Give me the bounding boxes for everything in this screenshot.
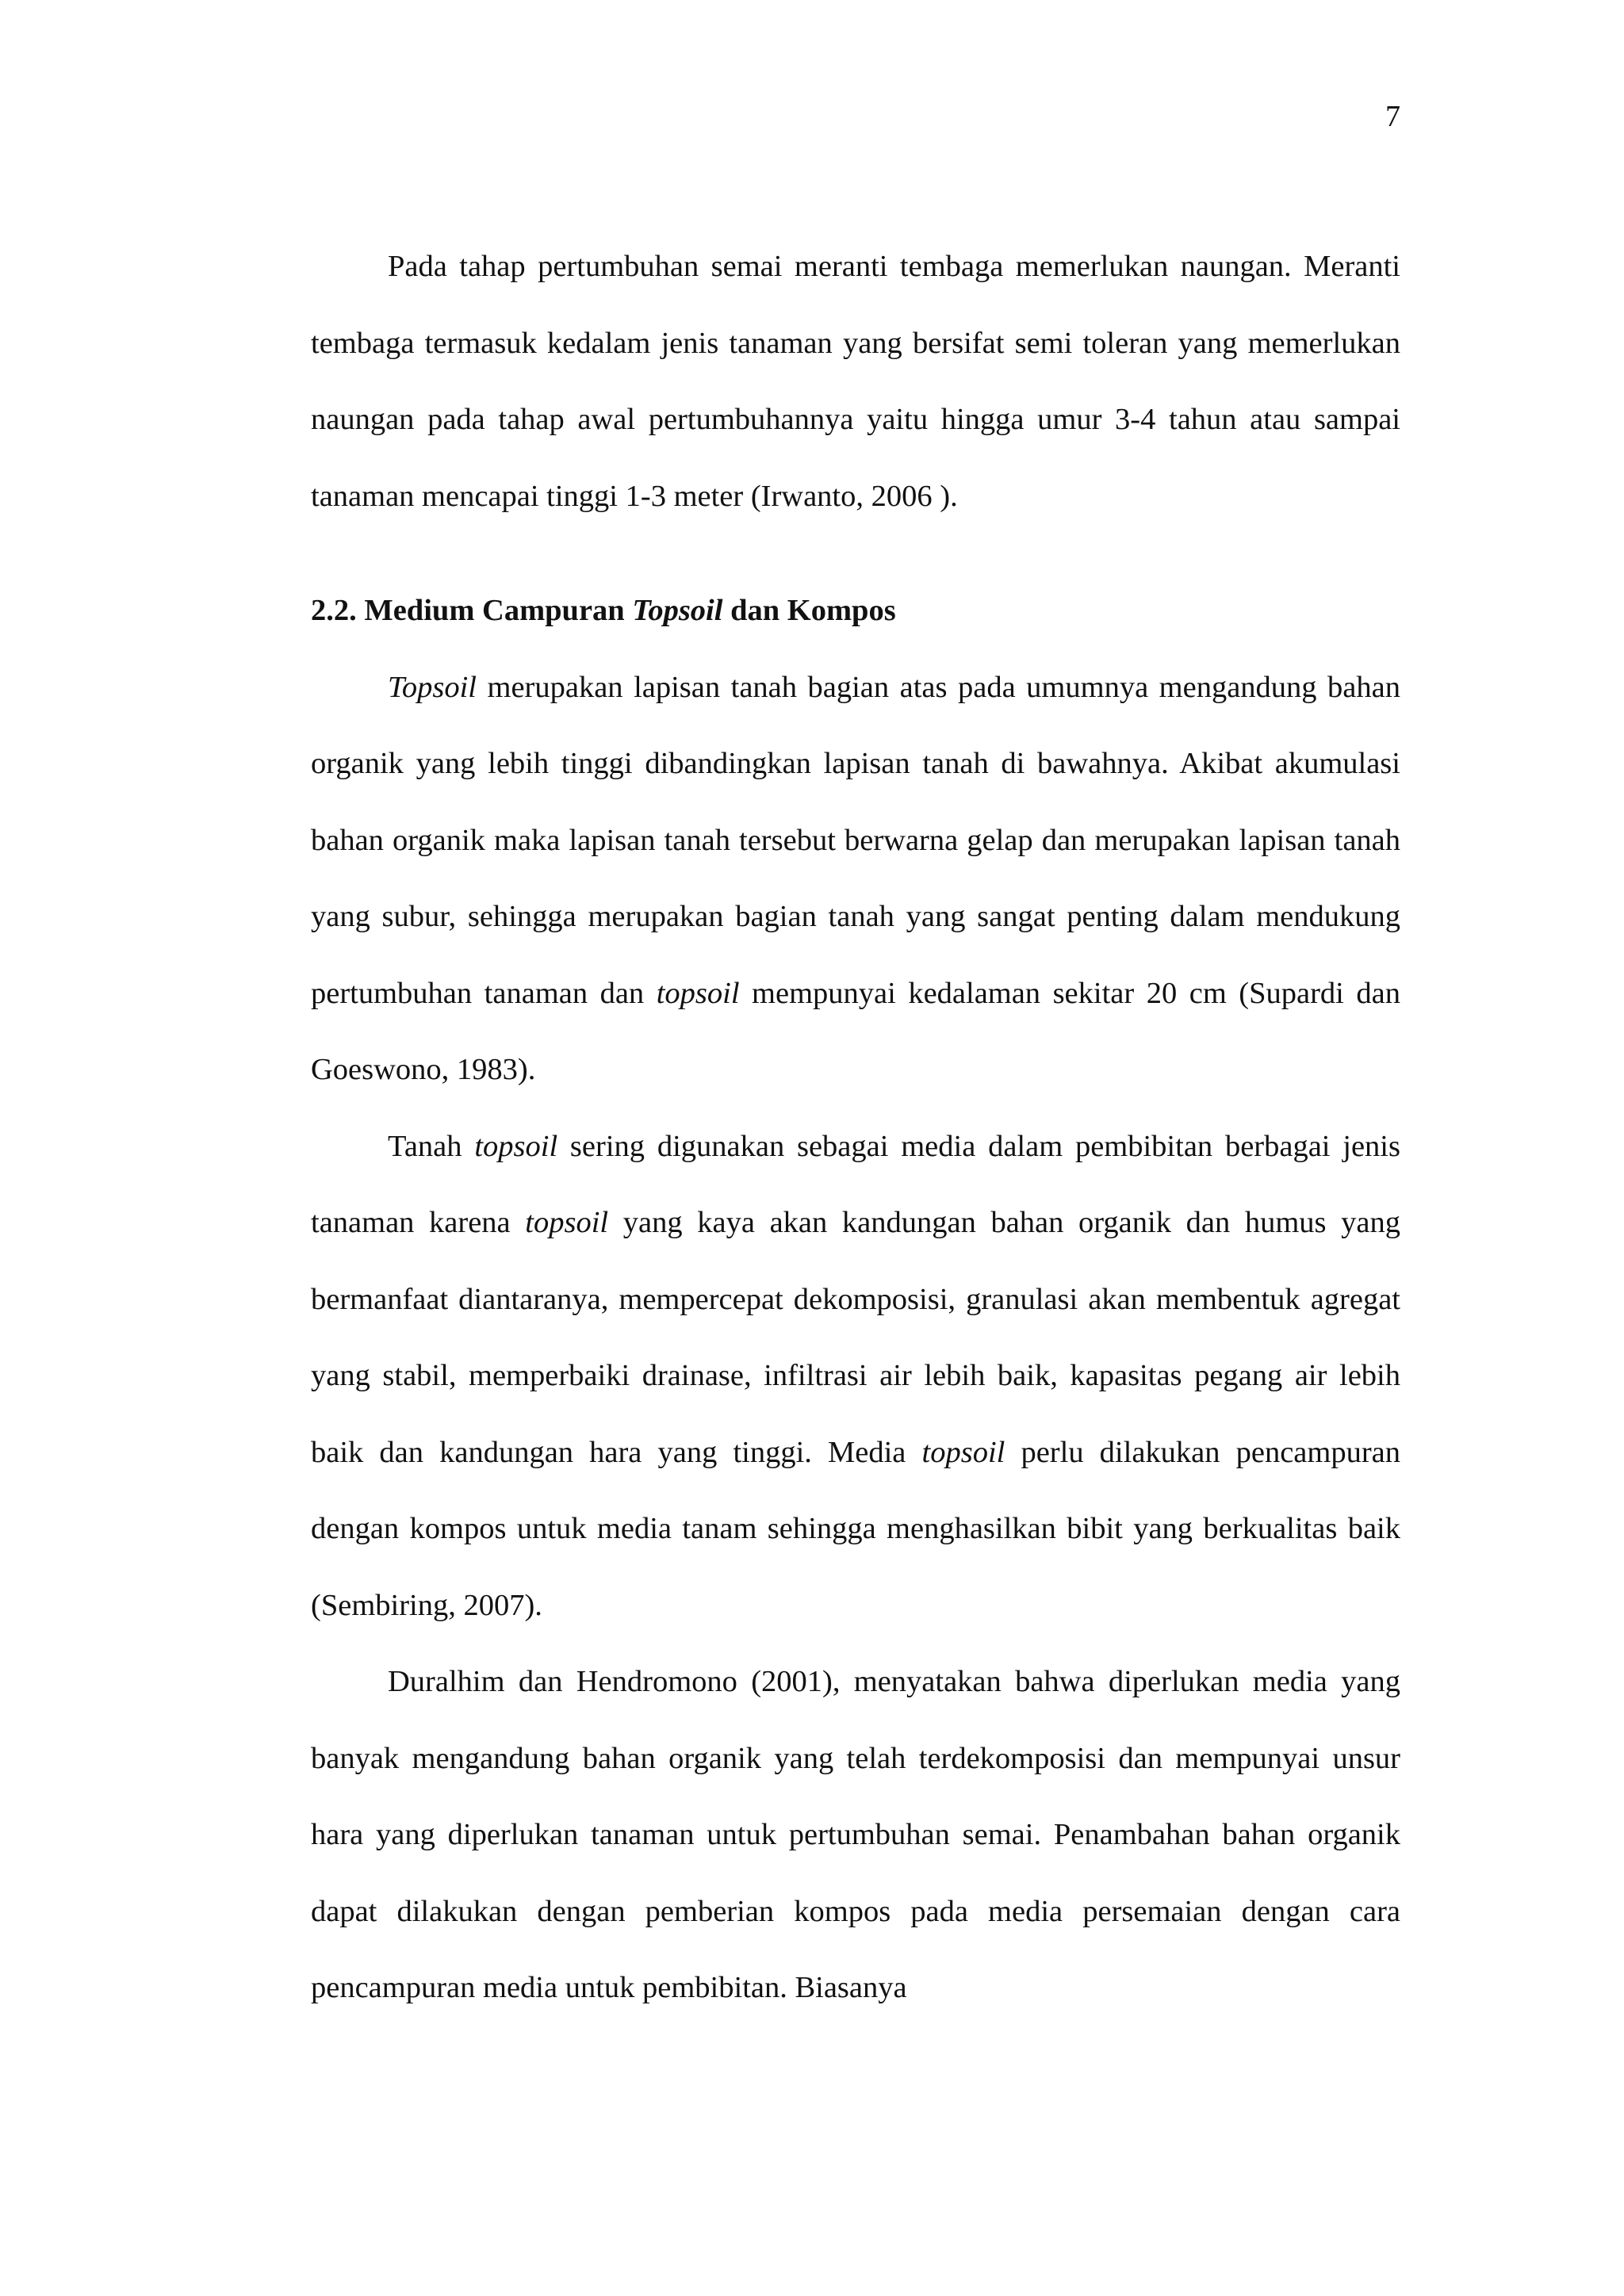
page-number: 7 (1385, 100, 1400, 133)
text-run: Tanah (388, 1129, 475, 1163)
section-heading (311, 572, 1400, 649)
paragraph-topsoil-media (311, 1108, 1400, 1644)
text-run: perlu dilakukan pencampuran dengan kompos untuk media tanam sehingga menghasilkan bibit yang berkualitas baik (Sembiring, 2007). (311, 1435, 1400, 1622)
document-body (311, 228, 1400, 2026)
heading-italic-term: Topsoil (632, 594, 723, 627)
italic-term: topsoil (656, 976, 740, 1010)
italic-term: Topsoil (388, 670, 477, 704)
heading-suffix: dan Kompos (722, 594, 896, 627)
text-run: merupakan lapisan tanah bagian atas pada umumnya mengandung bahan organik yang lebih tinggi dibandingkan lapisan tanah di bawahnya. Akibat akumulasi bahan organik maka lapisan tanah tersebut berwarna gelap dan merupakan lapisan tanah yang subur, sehingga merupakan bagian tanah yang sangat penting dalam mendukung pertumbuhan tanaman dan (311, 670, 1400, 1010)
italic-term: topsoil (474, 1129, 558, 1163)
text-run: yang kaya akan kandungan bahan organik dan humus yang bermanfaat diantaranya, mempercepat dekomposisi, granulasi akan membentuk agregat yang stabil, memperbaiki drainase, infiltrasi air lebih baik, kapasitas pegang air lebih baik dan kandungan hara yang tinggi. Media (311, 1206, 1401, 1469)
italic-term: topsoil (525, 1206, 609, 1239)
text-run: mempunyai kedalaman sekitar 20 cm (Supardi dan Goeswono, 1983). (311, 976, 1400, 1086)
paragraph-meranti-shade: Pada tahap pertumbuhan semai meranti tembaga memerlukan naungan. Meranti tembaga termasuk kedalam jenis tanaman yang bersifat semi toleran yang memerlukan naungan pada tahap awal pertumbuhannya yaitu hingga umur 3-4 tahun atau sampai tanaman mencapai tinggi 1-3 meter (Irwanto, 2006 ). (311, 250, 1400, 513)
italic-term: topsoil (921, 1435, 1005, 1469)
paragraph-organic-material: Duralhim dan Hendromono (2001), menyatakan bahwa diperlukan media yang banyak mengandung bahan organik yang telah terdekomposisi dan mempunyai unsur hara yang diperlukan tanaman untuk pertumbuhan semai. Penambahan bahan organik dapat dilakukan dengan pemberian kompos pada media persemaian dengan cara pencampuran media untuk pembibitan. Biasanya (311, 1665, 1400, 2004)
paragraph-topsoil-definition (311, 649, 1400, 1108)
heading-prefix: 2.2. Medium Campuran (311, 594, 633, 627)
text-run: sering digunakan sebagai media dalam pembibitan berbagai jenis tanaman karena (311, 1129, 1400, 1239)
